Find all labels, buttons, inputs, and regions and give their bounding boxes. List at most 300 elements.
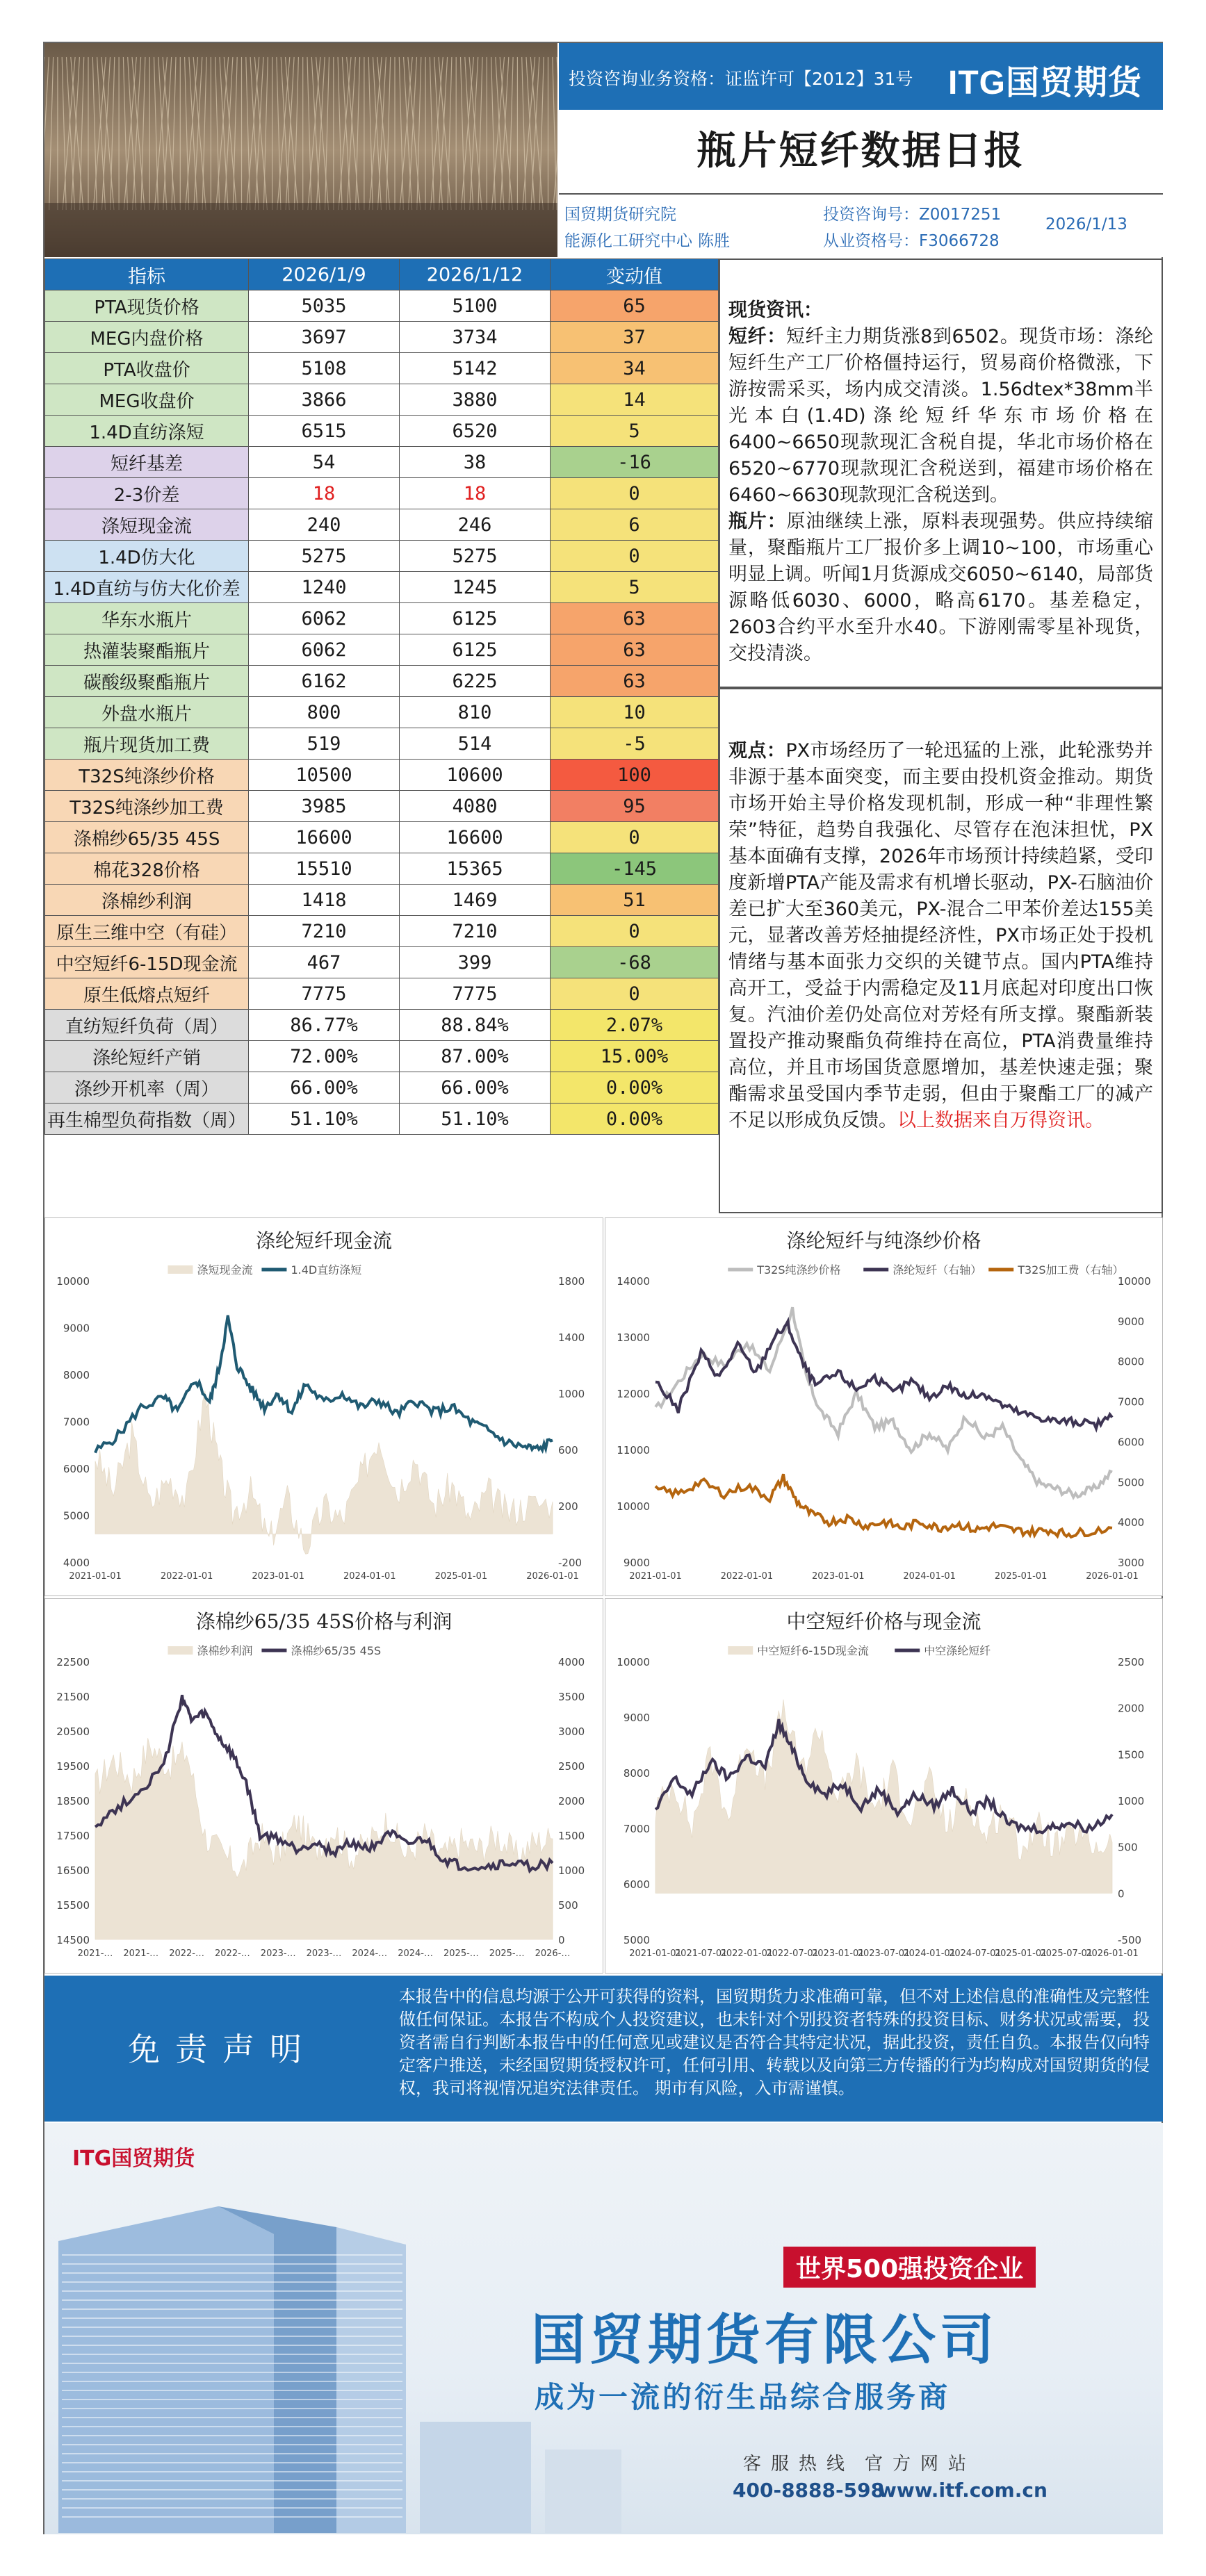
- table-row: [45, 416, 719, 447]
- y-tick-right: 3500: [558, 1691, 585, 1703]
- y-tick-right: 1400: [558, 1331, 585, 1344]
- y-tick-right: 0: [558, 1934, 565, 1946]
- table-row: [45, 1104, 719, 1135]
- disclaimer-text: 本报告中的信息均源于公开可获得的资料，国贸期货力求准确可靠，但不对上述信息的准确性及完整性做任何保证。本报告不构成个人投资建议，也未针对个别投资者特殊的投资目标、财务状况或需要，投资者需自行判断本报告中的任何意见或建议是否符合其特定状况，据此投资，责任自负。本报告仅向特定客户推送，未经国贸期货授权许可，任何引用、转载以及向第三方传播的行为均构成对国贸期货的侵权，我司将视情况追究法律责任。 期市有风险，入市需谨慎。: [399, 1987, 1150, 2098]
- legend-swatch: [168, 1646, 193, 1655]
- spot-news-box: [719, 259, 1163, 688]
- y-tick-left: 14500: [56, 1934, 90, 1946]
- value-1: 16600: [249, 822, 400, 853]
- x-tick: 2023-01-01: [812, 1571, 865, 1582]
- x-tick: 2022-…: [215, 1949, 250, 1959]
- name: 涤棉纱利润: [45, 885, 249, 916]
- legend-item: [863, 1263, 981, 1277]
- y-tick-right: 500: [1118, 1841, 1138, 1854]
- y-tick-right: 4000: [558, 1656, 585, 1668]
- y-tick-right: 10000: [1118, 1275, 1151, 1288]
- value-2: 18: [400, 478, 551, 509]
- y-tick-left: 10000: [617, 1656, 650, 1668]
- table-row: [45, 760, 719, 791]
- y-tick-left: 17500: [56, 1830, 90, 1842]
- value-1: 18: [249, 478, 400, 509]
- legend-label: 涤棉纱利润: [197, 1644, 253, 1657]
- series-area: [95, 1391, 553, 1554]
- value-1: 5275: [249, 541, 400, 572]
- table-row: [45, 634, 719, 666]
- value-1: 6062: [249, 634, 400, 666]
- legend-item: [168, 1263, 252, 1277]
- value-1: 6062: [249, 603, 400, 634]
- y-tick-left: 10000: [56, 1275, 90, 1288]
- name: 涤短现金流: [45, 509, 249, 541]
- name: 1.4D直纺涤短: [45, 416, 249, 447]
- change-value: 100: [551, 760, 719, 791]
- header-indicator: 指标: [45, 259, 249, 290]
- series-line: [95, 1315, 553, 1453]
- table-row: [45, 541, 719, 572]
- y-tick-left: 16500: [56, 1864, 90, 1877]
- staple-label: 短纤：: [728, 326, 786, 347]
- change-value: 0: [551, 478, 719, 509]
- table-row: [45, 509, 719, 541]
- name: 涤纱开机率（周）: [45, 1072, 249, 1104]
- x-tick: 2021-01-01: [629, 1949, 682, 1959]
- value-1: 66.00%: [249, 1072, 400, 1104]
- company-tagline: 成为一流的衍生品综合服务商: [535, 2380, 951, 2414]
- table-row: [45, 947, 719, 978]
- chart-title: 中空短纤价格与现金流: [786, 1610, 981, 1633]
- report-page: [43, 42, 1163, 2534]
- change-value: 63: [551, 634, 719, 666]
- value-1: 86.77%: [249, 1010, 400, 1041]
- header-change: 变动值: [551, 259, 719, 290]
- table-row: [45, 290, 719, 322]
- x-tick: 2025-07-01: [1040, 1949, 1093, 1959]
- x-tick: 2026-01-01: [1086, 1571, 1139, 1582]
- x-tick: 2021-01-01: [629, 1571, 682, 1582]
- name: 原生三维中空（有硅）: [45, 916, 249, 947]
- x-tick: 2024-…: [398, 1949, 433, 1959]
- change-value: 34: [551, 353, 719, 384]
- table-row: [45, 1041, 719, 1072]
- footer-logo: ITG国贸期货: [72, 2147, 195, 2171]
- value-2: 6225: [400, 666, 551, 697]
- x-tick: 2022-01-01: [720, 1571, 774, 1582]
- x-tick: 2025-…: [489, 1949, 525, 1959]
- y-tick-left: 10000: [617, 1500, 650, 1513]
- y-tick-left: 18500: [56, 1795, 90, 1807]
- x-tick: 2023-…: [306, 1949, 342, 1959]
- legend-label: 涤短现金流: [197, 1263, 253, 1277]
- x-tick: 2022-01-01: [720, 1949, 774, 1959]
- value-2: 15365: [400, 853, 551, 885]
- x-tick: 2025-01-01: [994, 1571, 1048, 1582]
- x-tick: 2025-…: [443, 1949, 479, 1959]
- y-tick-left: 14000: [617, 1275, 650, 1288]
- name: 原生低熔点短纤: [45, 978, 249, 1010]
- y-tick-right: 600: [558, 1444, 578, 1457]
- value-1: 7210: [249, 916, 400, 947]
- report-date: 2026/1/13: [1045, 215, 1127, 233]
- value-2: 5142: [400, 353, 551, 384]
- change-value: 51: [551, 885, 719, 916]
- y-tick-left: 7000: [623, 1823, 650, 1835]
- x-tick: 2024-01-01: [903, 1571, 956, 1582]
- y-tick-left: 13000: [617, 1331, 650, 1344]
- x-tick: 2023-…: [260, 1949, 296, 1959]
- table-row: [45, 853, 719, 885]
- change-value: 10: [551, 697, 719, 728]
- table-row: [45, 1010, 719, 1041]
- value-2: 1469: [400, 885, 551, 916]
- change-value: 5: [551, 572, 719, 603]
- value-1: 3866: [249, 384, 400, 416]
- bottle-label: 瓶片：: [728, 511, 787, 532]
- view-box: [719, 688, 1163, 1213]
- fortune500-badge: 世界500强投资企业: [783, 2247, 1036, 2288]
- change-value: 37: [551, 322, 719, 353]
- name: 碳酸级聚酯瓶片: [45, 666, 249, 697]
- name: T32S纯涤纱价格: [45, 760, 249, 791]
- name: MEG收盘价: [45, 384, 249, 416]
- change-value: 65: [551, 290, 719, 322]
- value-1: 72.00%: [249, 1041, 400, 1072]
- x-tick: 2021-01-01: [69, 1571, 122, 1582]
- value-2: 6520: [400, 416, 551, 447]
- value-2: 399: [400, 947, 551, 978]
- value-1: 7775: [249, 978, 400, 1010]
- change-value: 5: [551, 416, 719, 447]
- header-date2: 2026/1/12: [400, 259, 551, 290]
- x-tick: 2025-01-01: [434, 1571, 488, 1582]
- institute: 国贸期货研究院: [564, 206, 676, 224]
- legend-item: [988, 1263, 1123, 1277]
- header-info: [559, 195, 1163, 257]
- value-1: 3985: [249, 791, 400, 822]
- legend-item: [261, 1644, 381, 1657]
- change-value: 0: [551, 916, 719, 947]
- value-1: 1240: [249, 572, 400, 603]
- view-label: 观点：: [728, 740, 786, 762]
- legend-item: [728, 1644, 869, 1657]
- series-line: [655, 1307, 1112, 1497]
- y-tick-left: 4000: [63, 1557, 90, 1569]
- change-value: 15.00%: [551, 1041, 719, 1072]
- value-1: 800: [249, 697, 400, 728]
- x-tick: 2026-…: [535, 1949, 571, 1959]
- x-tick: 2026-01-01: [526, 1571, 579, 1582]
- legend-item: [261, 1263, 361, 1277]
- y-tick-left: 12000: [617, 1388, 650, 1400]
- y-tick-right: 3000: [1118, 1557, 1145, 1569]
- value-1: 3697: [249, 322, 400, 353]
- series-area: [95, 1738, 553, 1939]
- legend-swatch: [168, 1265, 193, 1274]
- legend-item: [728, 1263, 840, 1277]
- y-tick-right: 8000: [1118, 1355, 1145, 1368]
- name: 外盘水瓶片: [45, 697, 249, 728]
- legend-item: [895, 1644, 991, 1657]
- series-line: [655, 1321, 1112, 1428]
- value-2: 6125: [400, 634, 551, 666]
- header-band: [559, 43, 1163, 110]
- name: 中空短纤6-15D现金流: [45, 947, 249, 978]
- value-2: 810: [400, 697, 551, 728]
- y-tick-left: 6000: [63, 1463, 90, 1475]
- value-2: 5275: [400, 541, 551, 572]
- y-tick-right: 9000: [1118, 1315, 1145, 1328]
- change-value: 0.00%: [551, 1104, 719, 1135]
- y-tick-right: 4000: [1118, 1516, 1145, 1529]
- y-tick-right: 500: [558, 1899, 578, 1912]
- name: 1.4D直纺与仿大化价差: [45, 572, 249, 603]
- x-tick: 2024-01-01: [903, 1949, 956, 1959]
- y-tick-right: -200: [558, 1557, 582, 1569]
- header-photo: [44, 43, 557, 257]
- name: 涤纶短纤产销: [45, 1041, 249, 1072]
- x-tick: 2022-…: [169, 1949, 204, 1959]
- table-row: [45, 916, 719, 947]
- y-tick-left: 20500: [56, 1725, 90, 1738]
- value-2: 51.10%: [400, 1104, 551, 1135]
- x-tick: 2026-01-01: [1086, 1949, 1139, 1959]
- change-value: 0: [551, 978, 719, 1010]
- table-row: [45, 666, 719, 697]
- value-2: 38: [400, 447, 551, 478]
- chart-title: 涤纶短纤现金流: [255, 1229, 393, 1252]
- y-tick-right: 1000: [558, 1864, 585, 1877]
- x-tick: 2021-…: [77, 1949, 113, 1959]
- value-2: 1245: [400, 572, 551, 603]
- chart-title: 涤纶短纤与纯涤纱价格: [786, 1229, 981, 1252]
- value-1: 15510: [249, 853, 400, 885]
- change-value: 0: [551, 822, 719, 853]
- value-2: 87.00%: [400, 1041, 551, 1072]
- x-tick: 2021-07-01: [674, 1949, 728, 1959]
- y-tick-right: 2000: [558, 1795, 585, 1807]
- name: 涤棉纱65/35 45S: [45, 822, 249, 853]
- consult-no: 投资咨询号：Z0017251: [823, 206, 1002, 224]
- hotline-number: 400-8888-598: [733, 2479, 885, 2502]
- x-tick: 2023-01-01: [252, 1571, 304, 1582]
- y-tick-right: 1500: [1118, 1748, 1145, 1762]
- value-1: 5108: [249, 353, 400, 384]
- value-2: 10600: [400, 760, 551, 791]
- legend-label: 1.4D直纺涤短: [291, 1263, 362, 1277]
- value-2: 16600: [400, 822, 551, 853]
- chart-hollow-fiber: [605, 1598, 1163, 1974]
- y-tick-right: 3000: [558, 1725, 585, 1738]
- license-text: 投资咨询业务资格：证监许可【2012】31号: [569, 69, 913, 89]
- change-value: 95: [551, 791, 719, 822]
- disclaimer-label: 免责声明: [128, 2031, 317, 2068]
- table-row: [45, 478, 719, 509]
- name: 棉花328价格: [45, 853, 249, 885]
- company-name: 国贸期货有限公司: [531, 2309, 999, 2372]
- y-tick-left: 8000: [63, 1369, 90, 1381]
- value-2: 514: [400, 728, 551, 760]
- table-row: [45, 384, 719, 416]
- table-row: [45, 791, 719, 822]
- y-tick-left: 9000: [623, 1557, 650, 1569]
- data-table: [44, 259, 718, 1135]
- value-2: 7210: [400, 916, 551, 947]
- y-tick-right: 2500: [558, 1760, 585, 1773]
- report-title: 瓶片短纤数据日报: [559, 110, 1163, 195]
- value-2: 6125: [400, 603, 551, 634]
- y-tick-left: 5000: [623, 1934, 650, 1946]
- y-tick-left: 21500: [56, 1691, 90, 1703]
- table-row: [45, 603, 719, 634]
- change-value: -5: [551, 728, 719, 760]
- table-row: [45, 822, 719, 853]
- name: 直纺短纤负荷（周）: [45, 1010, 249, 1041]
- y-tick-right: 1000: [558, 1388, 585, 1400]
- analyst: 陈胜: [698, 232, 730, 250]
- value-1: 6162: [249, 666, 400, 697]
- legend-label: 涤纶短纤（右轴）: [893, 1263, 982, 1277]
- change-value: 63: [551, 603, 719, 634]
- header-date1: 2026/1/9: [249, 259, 400, 290]
- value-2: 7775: [400, 978, 551, 1010]
- x-tick: 2022-01-01: [160, 1571, 213, 1582]
- legend-label: T32S加工费（右轴）: [1018, 1263, 1124, 1277]
- legend-label: 中空短纤6-15D现金流: [757, 1644, 869, 1657]
- name: 热灌装聚酯瓶片: [45, 634, 249, 666]
- y-tick-right: 7000: [1118, 1395, 1145, 1409]
- y-tick-left: 6000: [623, 1878, 650, 1891]
- bottle-text: 原油继续上涨，原料表现强势。供应持续缩量，聚酯瓶片工厂报价多上调10~100，市场重心明显上调。听闻1月货源成交6050~6140，局部货源略低6030、6000，略高6170。基差稳定，2603合约平水至升水40。下游刚需零星补现货，交投清淡。: [728, 511, 1154, 664]
- table-row: [45, 978, 719, 1010]
- value-2: 66.00%: [400, 1072, 551, 1104]
- disclaimer: [44, 1976, 1163, 2122]
- y-tick-left: 11000: [617, 1444, 650, 1457]
- x-tick: 2024-01-01: [343, 1571, 396, 1582]
- y-tick-right: 1000: [1118, 1795, 1145, 1807]
- value-1: 1418: [249, 885, 400, 916]
- name: 2-3价差: [45, 478, 249, 509]
- x-tick: 2022-07-01: [766, 1949, 819, 1959]
- chart-title: 涤棉纱65/35 45S价格与利润: [195, 1610, 453, 1633]
- table-row: [45, 697, 719, 728]
- value-1: 6515: [249, 416, 400, 447]
- dept: 能源化工研究中心: [564, 232, 692, 250]
- legend-item: [168, 1644, 252, 1657]
- table-row: [45, 885, 719, 916]
- value-1: 240: [249, 509, 400, 541]
- name: MEG内盘价格: [45, 322, 249, 353]
- y-tick-right: 6000: [1118, 1436, 1145, 1449]
- source-note: 以上数据来自万得资讯。: [897, 1110, 1104, 1131]
- chart-staple-cashflow: [44, 1217, 603, 1596]
- value-2: 246: [400, 509, 551, 541]
- x-tick: 2023-01-01: [812, 1949, 865, 1959]
- y-tick-right: 2500: [1118, 1656, 1145, 1668]
- change-value: -16: [551, 447, 719, 478]
- legend-label: T32S纯涤纱价格: [757, 1263, 841, 1277]
- value-2: 4080: [400, 791, 551, 822]
- change-value: 6: [551, 509, 719, 541]
- value-1: 51.10%: [249, 1104, 400, 1135]
- y-tick-left: 7000: [63, 1416, 90, 1429]
- y-tick-right: 2000: [1118, 1702, 1145, 1715]
- name: PTA现货价格: [45, 290, 249, 322]
- legend-label: 涤棉纱65/35 45S: [291, 1644, 382, 1657]
- y-tick-right: 1500: [558, 1830, 585, 1842]
- y-tick-left: 22500: [56, 1656, 90, 1668]
- value-1: 467: [249, 947, 400, 978]
- change-value: -145: [551, 853, 719, 885]
- table-row: [45, 322, 719, 353]
- change-value: -68: [551, 947, 719, 978]
- value-2: 3880: [400, 384, 551, 416]
- y-tick-left: 15500: [56, 1899, 90, 1912]
- name: 再生棉型负荷指数（周）: [45, 1104, 249, 1135]
- change-value: 0: [551, 541, 719, 572]
- staple-text: 短纤主力期货涨8到6502。现货市场：涤纶短纤生产工厂价格僵持运行，贸易商价格微涨，下游按需采买，场内成交清淡。1.56dtex*38mm半光本白(1.4D)涤纶短纤华东市场价格在6400~6650现款现汇含税自提，华北市场价格在6520~6770现款现汇含税送到，福建市场价格在6460~6630现款现汇含税送到。: [728, 326, 1154, 506]
- value-1: 54: [249, 447, 400, 478]
- itg-logo: ITG国贸期货: [948, 65, 1142, 101]
- y-tick-left: 9000: [623, 1712, 650, 1724]
- legend-label: 中空涤纶短纤: [924, 1644, 991, 1657]
- name: 1.4D仿大化: [45, 541, 249, 572]
- footer-banner: [44, 2123, 1163, 2534]
- name: 瓶片现货加工费: [45, 728, 249, 760]
- x-tick: 2024-07-01: [949, 1949, 1002, 1959]
- y-tick-left: 5000: [63, 1509, 90, 1523]
- table-row: [45, 1072, 719, 1104]
- x-tick: 2023-07-01: [857, 1949, 911, 1959]
- value-2: 3734: [400, 322, 551, 353]
- change-value: 0.00%: [551, 1072, 719, 1104]
- y-tick-right: 0: [1118, 1887, 1125, 1901]
- spot-title: 现货资讯：: [728, 300, 822, 321]
- y-tick-left: 8000: [623, 1767, 650, 1780]
- value-2: 88.84%: [400, 1010, 551, 1041]
- table-row: [45, 353, 719, 384]
- y-tick-left: 19500: [56, 1760, 90, 1773]
- y-tick-right: 1800: [558, 1275, 585, 1288]
- name: 华东水瓶片: [45, 603, 249, 634]
- x-tick: 2025-01-01: [994, 1949, 1048, 1959]
- value-1: 10500: [249, 760, 400, 791]
- y-tick-right: 200: [558, 1500, 578, 1513]
- value-1: 5035: [249, 290, 400, 322]
- name: PTA收盘价: [45, 353, 249, 384]
- change-value: 14: [551, 384, 719, 416]
- practice-no: 从业资格号：F3066728: [823, 232, 1000, 250]
- change-value: 2.07%: [551, 1010, 719, 1041]
- table-row: [45, 572, 719, 603]
- name: 短纤基差: [45, 447, 249, 478]
- value-2: 5100: [400, 290, 551, 322]
- chart-tc-yarn: [44, 1598, 603, 1974]
- table-row: [45, 728, 719, 760]
- website: www.itf.com.cn: [879, 2479, 1048, 2502]
- change-value: 63: [551, 666, 719, 697]
- x-tick: 2024-…: [352, 1949, 388, 1959]
- x-tick: 2021-…: [123, 1949, 159, 1959]
- chart-staple-yarn-price: [605, 1217, 1163, 1596]
- y-tick-right: 5000: [1118, 1476, 1145, 1489]
- y-tick-right: -500: [1118, 1934, 1142, 1946]
- view-text: PX市场经历了一轮迅猛的上涨，此轮涨势并非源于基本面突变，而主要由投机资金推动。期货市场开始主导价格发现机制，形成一种“非理性繁荣”特征，趋势自我强化、尽管存在泡沫担忧，PX基本面确有支撑，2026年市场预计持续趋紧，受印度新增PTA产能及需求有机增长驱动，PX-石脑油价差已扩大至360美元，PX-混合二甲苯价差达155美元，显著改善芳烃抽提经济性，PX市场正处于投机情绪与基本面张力交织的关键节点。国内PTA维持高开工，受益于内需稳定及11月底起对印度出口恢复。汽油价差仍处高位对芳烃有所支撑。聚酯新装置投产推动聚酯负荷维持在高位，PTA消费量维持高位，并且市场国货意愿增加，基差快速走强；聚酯需求虽受国内季节走弱，但由于聚酯工厂的减产不足以形成负反馈。: [728, 740, 1154, 1131]
- name: T32S纯涤纱加工费: [45, 791, 249, 822]
- value-1: 519: [249, 728, 400, 760]
- y-tick-left: 9000: [63, 1322, 90, 1335]
- table-row: [45, 447, 719, 478]
- hotline-label: 客服热线: [743, 2454, 855, 2475]
- site-label: 官方网站: [865, 2454, 977, 2475]
